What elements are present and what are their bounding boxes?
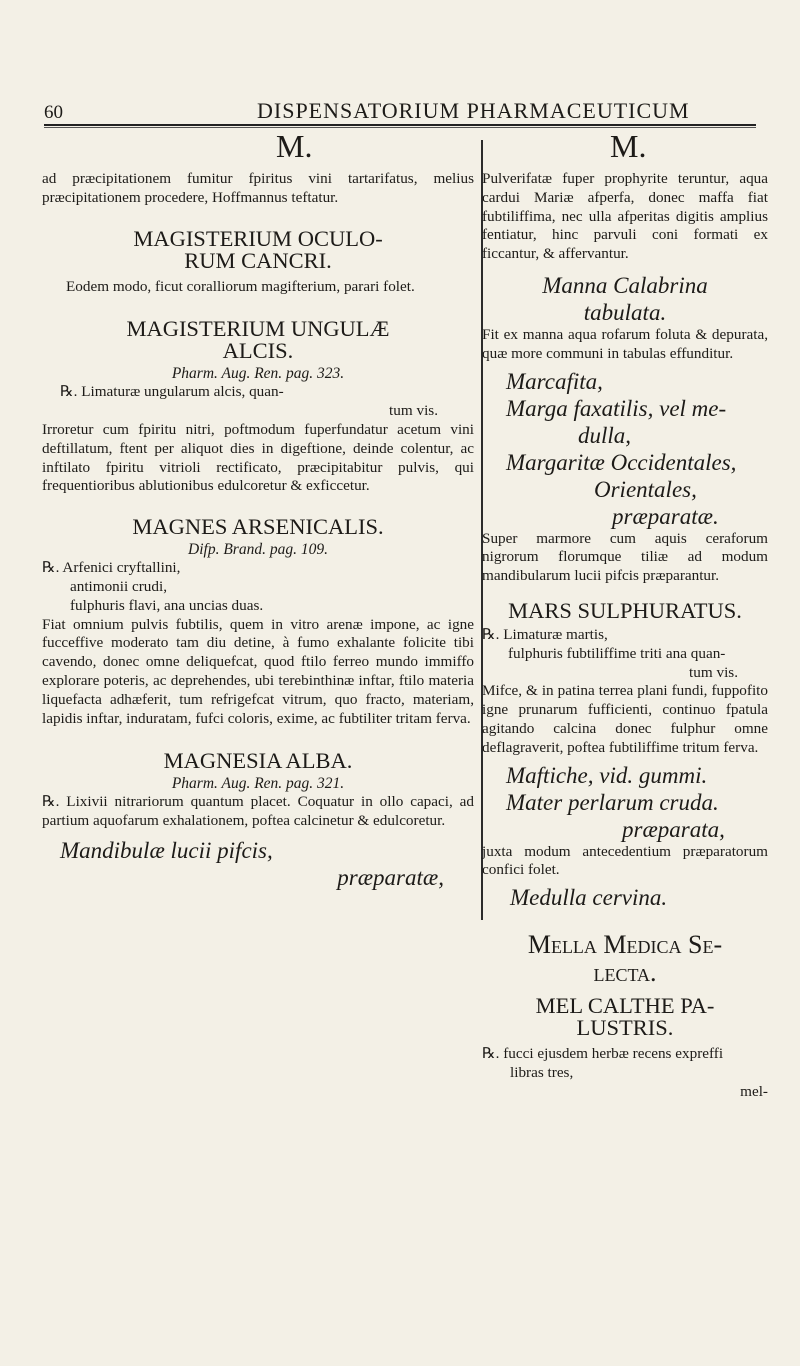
italic-heading-marga-line2: dulla,	[578, 422, 632, 448]
source-reference: Pharm. Aug. Ren. pag. 321.	[171, 775, 345, 793]
recipe-line: tum vis.	[389, 402, 438, 420]
recipe-line: ℞. Limaturæ martis,	[482, 625, 608, 643]
italic-heading-mater-perlarum-line2: præparata,	[622, 816, 725, 842]
recipe-line: ℞. fucci ejusdem herbæ recens expreffi	[482, 1045, 724, 1063]
right-column	[482, 170, 768, 1102]
heading-mars-sulphuratus: MARS SULPHURATUS.	[508, 597, 742, 623]
paragraph-mater: juxta modum antecedentium præparatorum confici folet.	[482, 842, 768, 879]
recipe-line: fulphuris fubtiliffime triti ana quan-	[508, 644, 726, 662]
italic-heading-manna-line2: tabulata.	[583, 299, 667, 325]
italic-heading-marcasita: Marcafita,	[506, 368, 603, 394]
paragraph-margaritae: Super marmore cum aquis ceraforum nigrorum florumque tiliæ ad modum mandibularum lucii pifcis præparantur.	[482, 529, 768, 585]
italic-heading-margaritae: Margaritæ Occidentales,	[506, 449, 737, 475]
italic-heading-mater-perlarum: Mater perlarum cruda.	[506, 789, 719, 815]
italic-heading-margaritae-line3: præparatæ.	[612, 503, 719, 529]
header-rule-thin	[44, 127, 756, 128]
italic-heading-mandibulae: Mandibulæ lucii pifcis,	[60, 837, 273, 863]
paragraph-magnes: Fiat omnium pulvis fubtilis, quem in vitro arenæ impone, ac igne fucceffive moderato tam diu detine, à fumo exhalante folicite tibi cavendo, donec omne deliquefcat, quod ftilo ferreo mundo immiffo explorare poteris, ac deprehendes, ubi terebinthinæ inftar, ftilo materia liquefacta adhæferit, tum refrigefcat vitrum, quo fracto, materiam, lapidis inftar, induratam, fufci coloris, exime, ac fubtiliter tritam ferva.	[42, 615, 474, 727]
paragraph-manna: Fit ex manna aqua rofarum foluta & depurata, quæ more communi in tabulas effunditur.	[482, 325, 768, 362]
heading-mel-calthe: MEL CALTHE PA-	[535, 993, 715, 1019]
heading-magisterium-oculorum: MAGISTERIUM OCULO-	[133, 225, 383, 251]
catchword: mel-	[740, 1082, 768, 1100]
recipe-line: ℞. Limaturæ ungularum alcis, quan-	[60, 383, 284, 401]
recipe-line: fulphuris flavi, ana uncias duas.	[70, 596, 264, 614]
italic-heading-marga: Marga faxatilis, vel me-	[506, 395, 727, 421]
italic-heading-manna: Manna Calabrina	[542, 272, 708, 298]
italic-heading-margaritae-line2: Orientales,	[594, 476, 697, 502]
heading-magnes-arsenicalis: MAGNES ARSENICALIS.	[132, 514, 384, 540]
left-column	[42, 170, 474, 891]
continued-paragraph: ad præcipitationem fumitur fpiritus vini tartarifatus, melius præcipitationem procedere, Hoffmannus teftatur.	[42, 170, 474, 206]
page-number: 60	[44, 102, 63, 123]
left-section-letter: M.	[276, 128, 313, 164]
italic-heading-medulla: Medulla cervina.	[510, 885, 668, 911]
italic-heading-mastiche: Maftiche, vid. gummi.	[506, 762, 708, 788]
paragraph-oculorum: Eodem modo, ficut coralliorum magifterium, parari folet.	[66, 277, 415, 295]
heading-mel-calthe-line2: LUSTRIS.	[576, 1015, 674, 1041]
heading-mella-medica: Mella Medica Se-	[527, 930, 723, 960]
source-reference: Difp. Brand. pag. 109.	[188, 541, 328, 559]
heading-magisterium-ungulae: MAGISTERIUM UNGULÆ	[126, 316, 390, 342]
paragraph-ungulae: Irroretur cum fpiritu nitri, poftmodum fuperfundatur acetum vini deftillatum, ftent per aliquot dies in digeftione, deinde colentur, ac inftilato fpiritu vitrioli rectificato, præcipitabitur pulvis, qui frequentioribus ablutionibus edulcoretur & exficcetur.	[42, 420, 474, 495]
continued-paragraph: Pulverifatæ fuper prophyrite teruntur, aqua cardui Mariæ afperfa, donec maffa fiat fubtiliffima, nec ulla afperitas digitis amplius fentiatur, hinc parvuli coni formati ex ficcantur, & affervantur.	[482, 170, 768, 263]
paragraph-mars: Mifce, & in patina terrea plani fundi, fuppofito igne prunarum fufficienti, continuo fpatula agitando calcina donec fulphur omne deflagraverit, poftea fubtiliffime tritum ferva.	[482, 682, 768, 756]
running-title: DISPENSATORIUM PHARMACEUTICUM	[257, 98, 690, 123]
recipe-line: ℞. Arfenici cryftallini,	[42, 559, 181, 577]
source-reference: Pharm. Aug. Ren. pag. 323.	[171, 365, 345, 383]
recipe-line: libras tres,	[510, 1063, 574, 1081]
recipe-line: tum vis.	[689, 663, 738, 681]
heading-mella-medica-line2: lecta.	[593, 958, 657, 988]
recipe-line: antimonii crudi,	[70, 577, 168, 595]
paragraph-magnesia: ℞. Lixivii nitrariorum quantum placet. Coquatur in ollo capaci, ad partium aquofarum exhalationem, poftea calcinetur & edulcoretur.	[42, 793, 474, 830]
italic-heading-mandibulae-line2: præparatæ,	[337, 864, 444, 890]
heading-magisterium-ungulae-line2: ALCIS.	[222, 338, 294, 364]
right-section-letter: M.	[610, 128, 647, 164]
heading-magisterium-oculorum-line2: RUM CANCRI.	[184, 247, 332, 273]
heading-magnesia-alba: MAGNESIA ALBA.	[163, 748, 353, 774]
header-rule	[44, 124, 756, 126]
